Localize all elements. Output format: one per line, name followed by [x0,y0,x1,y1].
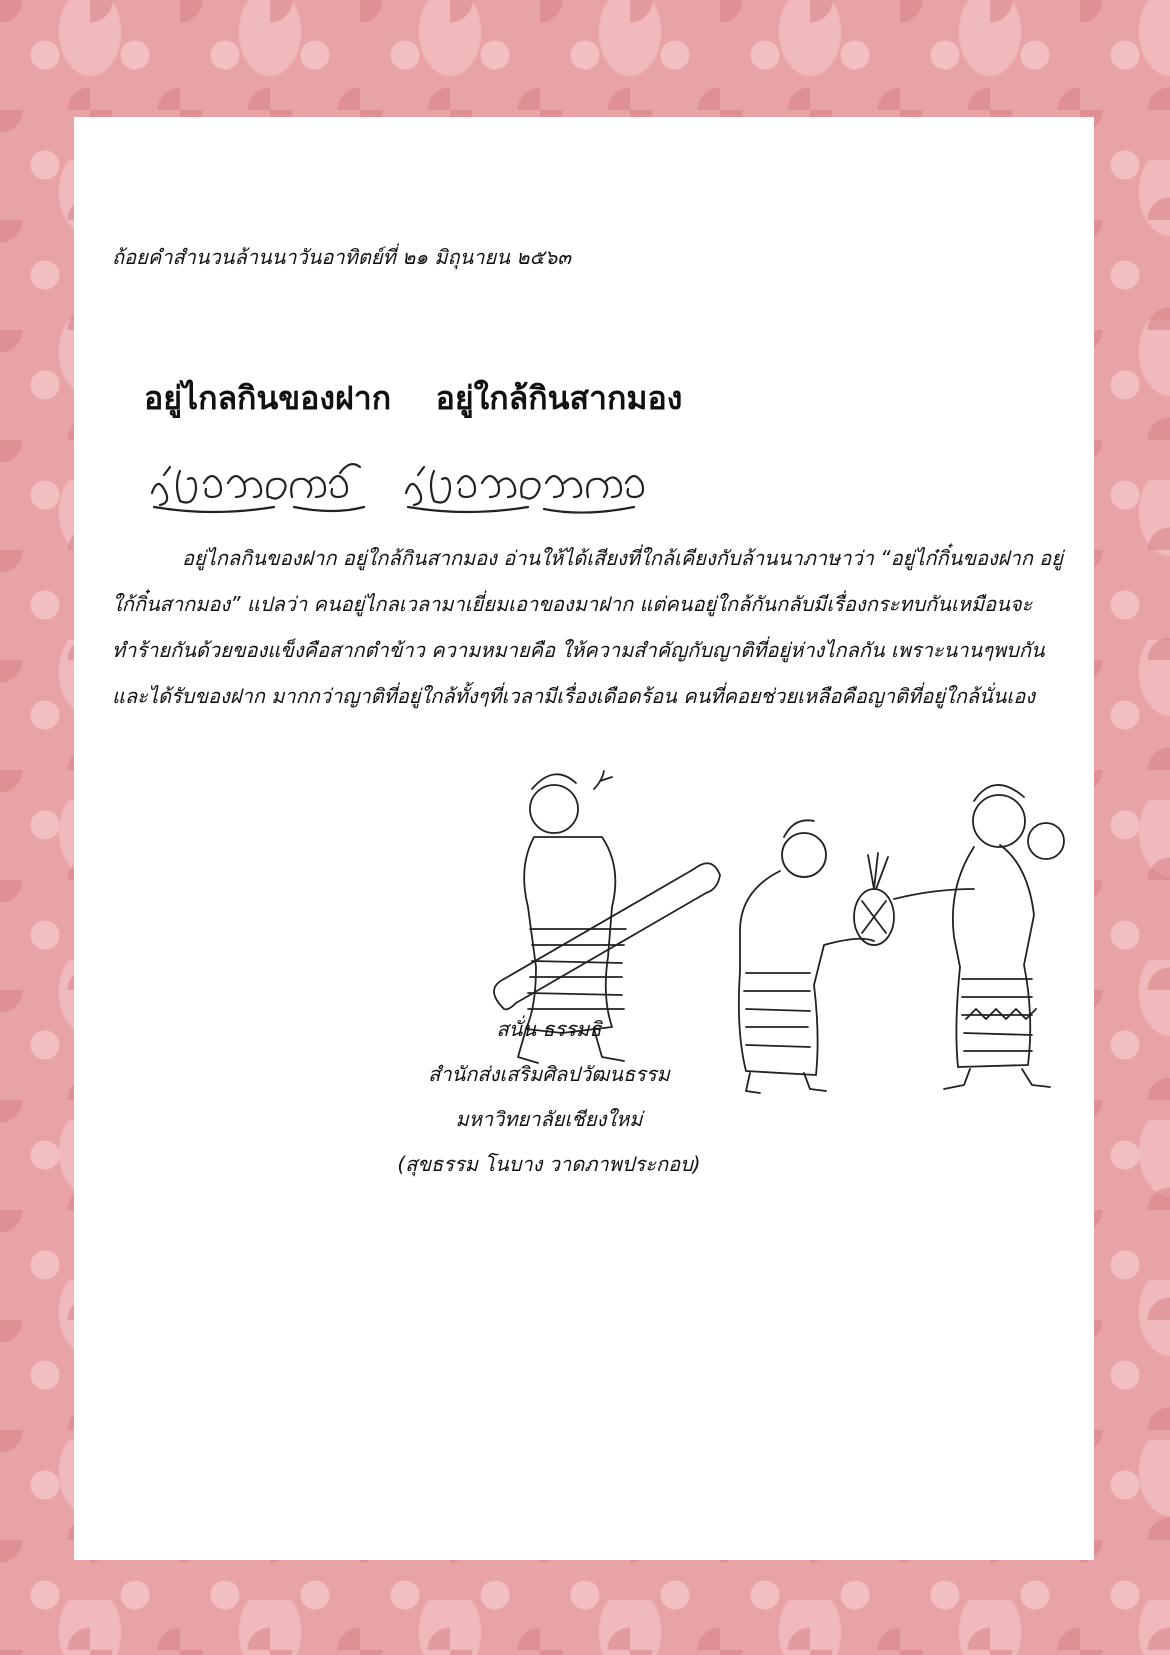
document-page [74,117,1094,1560]
lanna-script-title [144,453,664,523]
author-office: สำนักส่งเสริมศิลปวัฒนธรรม [428,1062,670,1086]
credits-block [74,1007,1024,1187]
dateline: ถ้อยคำสำนวนล้านนาวันอาทิตย์ที่ ๒๑ มิถุนายน ๒๕๖๓ [112,245,571,269]
author-name: สนั่น ธรรมธิ [496,1017,602,1041]
illustrator-credit: (สุขธรรม โนบาง วาดภาพประกอบ) [397,1152,701,1176]
idiom-title: อยู่ไกลกินของฝาก อยู่ใกล้กินสากมอง [144,379,683,417]
body-paragraph: อยู่ไกลกินของฝาก อยู่ใกล้กินสากมอง อ่านให้ได้เสียงที่ใกล้เคียงกับล้านนาภาษาว่า “อยู่ไก๋กิ๋นของฝาก อยู่ใก้กิ๋นสากมอง” แปลว่า คนอยู่ไกลเวลามาเยี่ยมเอาของมาฝาก แต่คนอยู่ใกล้กันกลับมีเรื่องกระทบกันเหมือนจะทำร้ายกันด้วยของแข็งคือสากตำข้าว ความหมายคือ ให้ความสำคัญกับญาติที่อยู่ห่างไกลกัน เพราะนานๆพบกันและได้รับของฝาก มากกว่าญาติที่อยู่ใกล้ทั้งๆที่เวลามีเรื่องเดือดร้อน คนที่คอยช่วยเหลือคือญาติที่อยู่ใกล้นั่นเอง [112,546,1063,708]
author-university: มหาวิทยาลัยเชียงใหม่ [455,1107,643,1131]
